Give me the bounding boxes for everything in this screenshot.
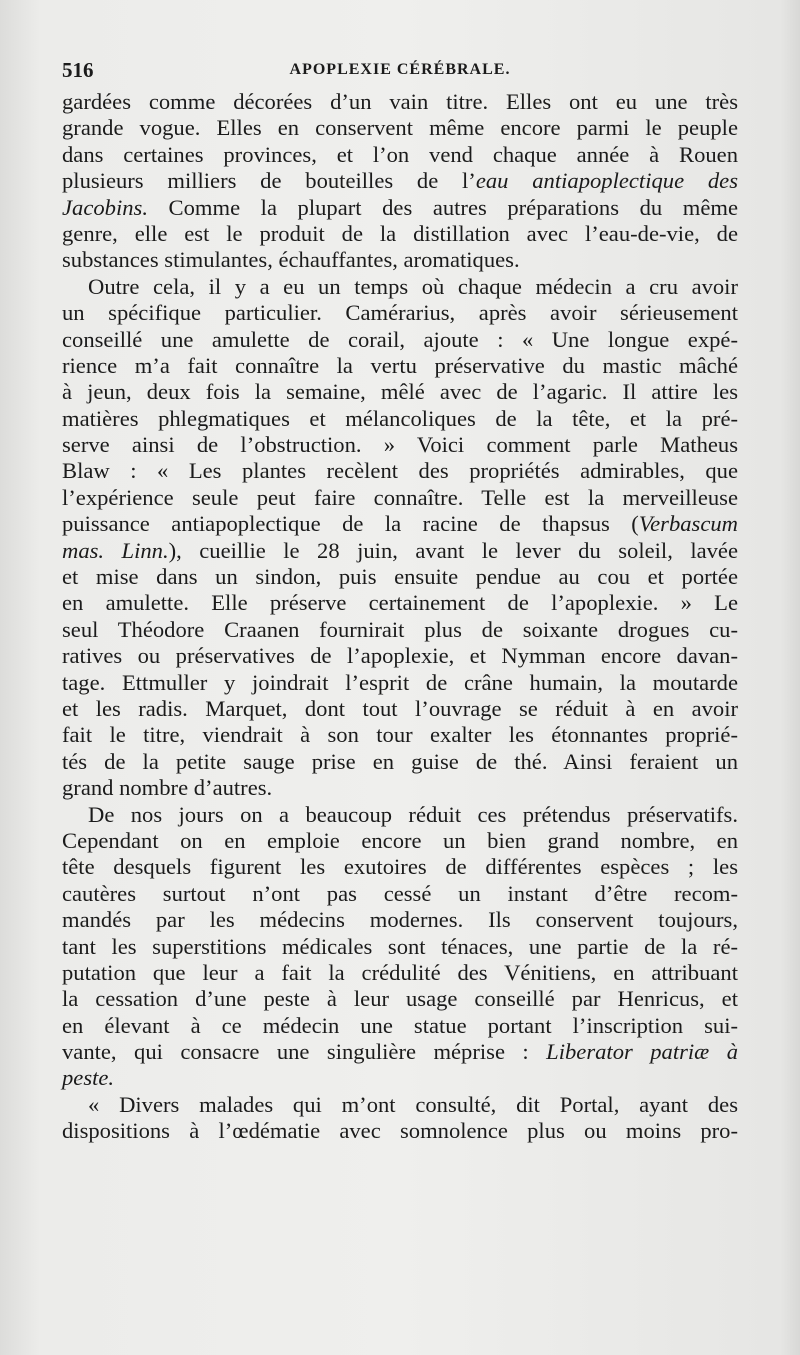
text-run: substances stimulantes, échauffantes, aromatiques. — [62, 247, 520, 273]
text-line — [62, 749, 738, 775]
running-head: APOPLEXIE CÉRÉBRALE. — [289, 61, 511, 78]
text-run: tés de la petite sauge prise en guise de thé. Ainsi feraient un — [62, 748, 738, 774]
text-line — [62, 617, 738, 643]
text-line — [62, 89, 738, 115]
text-line — [62, 115, 738, 141]
text-run: « Divers malades qui m’ont consulté, dit Portal, ayant des — [88, 1091, 738, 1117]
page-header — [62, 58, 738, 88]
text-line — [62, 722, 738, 748]
text-line — [62, 511, 738, 537]
text-line — [62, 828, 738, 854]
text-line — [62, 327, 738, 353]
text-line — [62, 353, 738, 379]
text-line — [62, 986, 738, 1012]
text-line — [62, 960, 738, 986]
body-text — [62, 89, 738, 1145]
text-run: gardées comme décorées d’un vain titre. Elles ont eu une très — [62, 89, 738, 114]
text-line — [62, 168, 738, 194]
text-run: Blaw : « Les plantes recèlent des propriétés admirables, que — [62, 458, 738, 484]
text-run: plusieurs milliers de bouteilles de l’ — [62, 168, 476, 194]
text-line — [62, 1039, 738, 1065]
text-line — [62, 1118, 738, 1144]
text-run: cautères surtout n’ont pas cessé un instant d’être recom- — [62, 880, 738, 906]
text-run: matières phlegmatiques et mélancoliques de la tête, et la pré- — [62, 405, 738, 431]
text-run: dans certaines provinces, et l’on vend chaque année à Rouen — [62, 141, 738, 167]
text-run: grande vogue. Elles en conservent même encore parmi le peuple — [62, 115, 738, 141]
text-run: à jeun, deux fois la semaine, mêlé avec de l’agaric. Il attire les — [62, 379, 738, 405]
text-run: puissance antiapoplectique de la racine de thapsus ( — [62, 511, 639, 537]
text-line — [62, 406, 738, 432]
text-line — [62, 934, 738, 960]
text-run: serve ainsi de l’obstruction. » Voici comment parle Matheus — [62, 432, 738, 458]
text-line — [62, 1065, 738, 1091]
text-line — [62, 802, 738, 828]
text-line — [62, 854, 738, 880]
text-line — [62, 564, 738, 590]
paragraph — [62, 802, 738, 1092]
text-run: fait le titre, viendrait à son tour exalter les étonnantes proprié- — [62, 722, 738, 748]
text-line — [62, 221, 738, 247]
text-run: putation que leur a fait la crédulité des Vénitiens, en attribuant — [62, 959, 738, 985]
text-run: De nos jours on a beaucoup réduit ces prétendus préservatifs. — [88, 801, 738, 827]
italic-run: mas. Linn. — [62, 537, 169, 563]
text-line — [62, 274, 738, 300]
text-line — [62, 458, 738, 484]
paragraph — [62, 1092, 738, 1145]
text-line — [62, 142, 738, 168]
text-run: Comme la plupart des autres préparations du même — [147, 194, 738, 220]
text-run: en amulette. Elle préserve certainement de l’apoplexie. » Le — [62, 590, 738, 616]
text-line — [62, 907, 738, 933]
text-line — [62, 775, 738, 801]
paragraph — [62, 89, 738, 274]
text-line — [62, 379, 738, 405]
text-line — [62, 670, 738, 696]
italic-run: eau antiapoplectique des — [475, 168, 738, 194]
text-line — [62, 538, 738, 564]
text-line — [62, 247, 738, 273]
text-run: et mise dans un sindon, puis ensuite pendue au cou et portée — [62, 564, 738, 590]
text-run: dispositions à l’œdématie avec somnolence plus ou moins pro- — [62, 1118, 738, 1144]
text-run: tête desquels figurent les exutoires de différentes espèces ; les — [62, 854, 738, 880]
text-run: un spécifique particulier. Camérarius, après avoir sérieusement — [62, 300, 738, 326]
text-run: Cependant on en emploie encore un bien grand nombre, en — [62, 827, 738, 853]
text-line — [62, 300, 738, 326]
text-run: tant les superstitions médicales sont ténaces, une partie de la ré- — [62, 933, 738, 959]
text-run: genre, elle est le produit de la distillation avec l’eau-de-vie, de — [62, 220, 738, 246]
text-run: Outre cela, il y a eu un temps où chaque médecin a cru avoir — [88, 273, 738, 299]
text-run: seul Théodore Craanen fournirait plus de soixante drogues cu- — [62, 616, 738, 642]
text-run: mandés par les médecins modernes. Ils conservent toujours, — [62, 907, 738, 933]
italic-run: Verbascum — [638, 511, 738, 537]
text-run: ), cueillie le 28 juin, avant le lever du soleil, lavée — [168, 537, 738, 563]
text-run: la cessation d’une peste à leur usage conseillé par Henricus, et — [62, 986, 738, 1012]
text-run: vante, qui consacre une singulière méprise : — [62, 1039, 547, 1065]
text-run: rience m’a fait connaître la vertu préservative du mastic mâché — [62, 352, 738, 378]
text-line — [62, 432, 738, 458]
text-line — [62, 1092, 738, 1118]
page-number: 516 — [62, 58, 94, 82]
text-line — [62, 195, 738, 221]
text-run: tage. Ettmuller y joindrait l’esprit de crâne humain, la moutarde — [62, 669, 738, 695]
text-line — [62, 1013, 738, 1039]
italic-run: Jacobins. — [62, 194, 148, 220]
text-run: conseillé une amulette de corail, ajoute : « Une longue expé- — [62, 326, 738, 352]
text-run: et les radis. Marquet, dont tout l’ouvrage se réduit à en avoir — [62, 695, 738, 721]
text-line — [62, 696, 738, 722]
text-run: l’expérience seule peut faire connaître. Telle est la merveilleuse — [62, 484, 738, 510]
italic-run: peste. — [62, 1065, 115, 1091]
text-line — [62, 643, 738, 669]
text-line — [62, 485, 738, 511]
text-line — [62, 881, 738, 907]
text-run: en élevant à ce médecin une statue portant l’inscription sui- — [62, 1012, 738, 1038]
text-run: ratives ou préservatives de l’apoplexie, et Nymman encore davan- — [62, 643, 738, 669]
text-run: grand nombre d’autres. — [62, 775, 273, 801]
text-line — [62, 590, 738, 616]
paragraph — [62, 274, 738, 802]
italic-run: Liberator patriæ à — [546, 1039, 738, 1065]
